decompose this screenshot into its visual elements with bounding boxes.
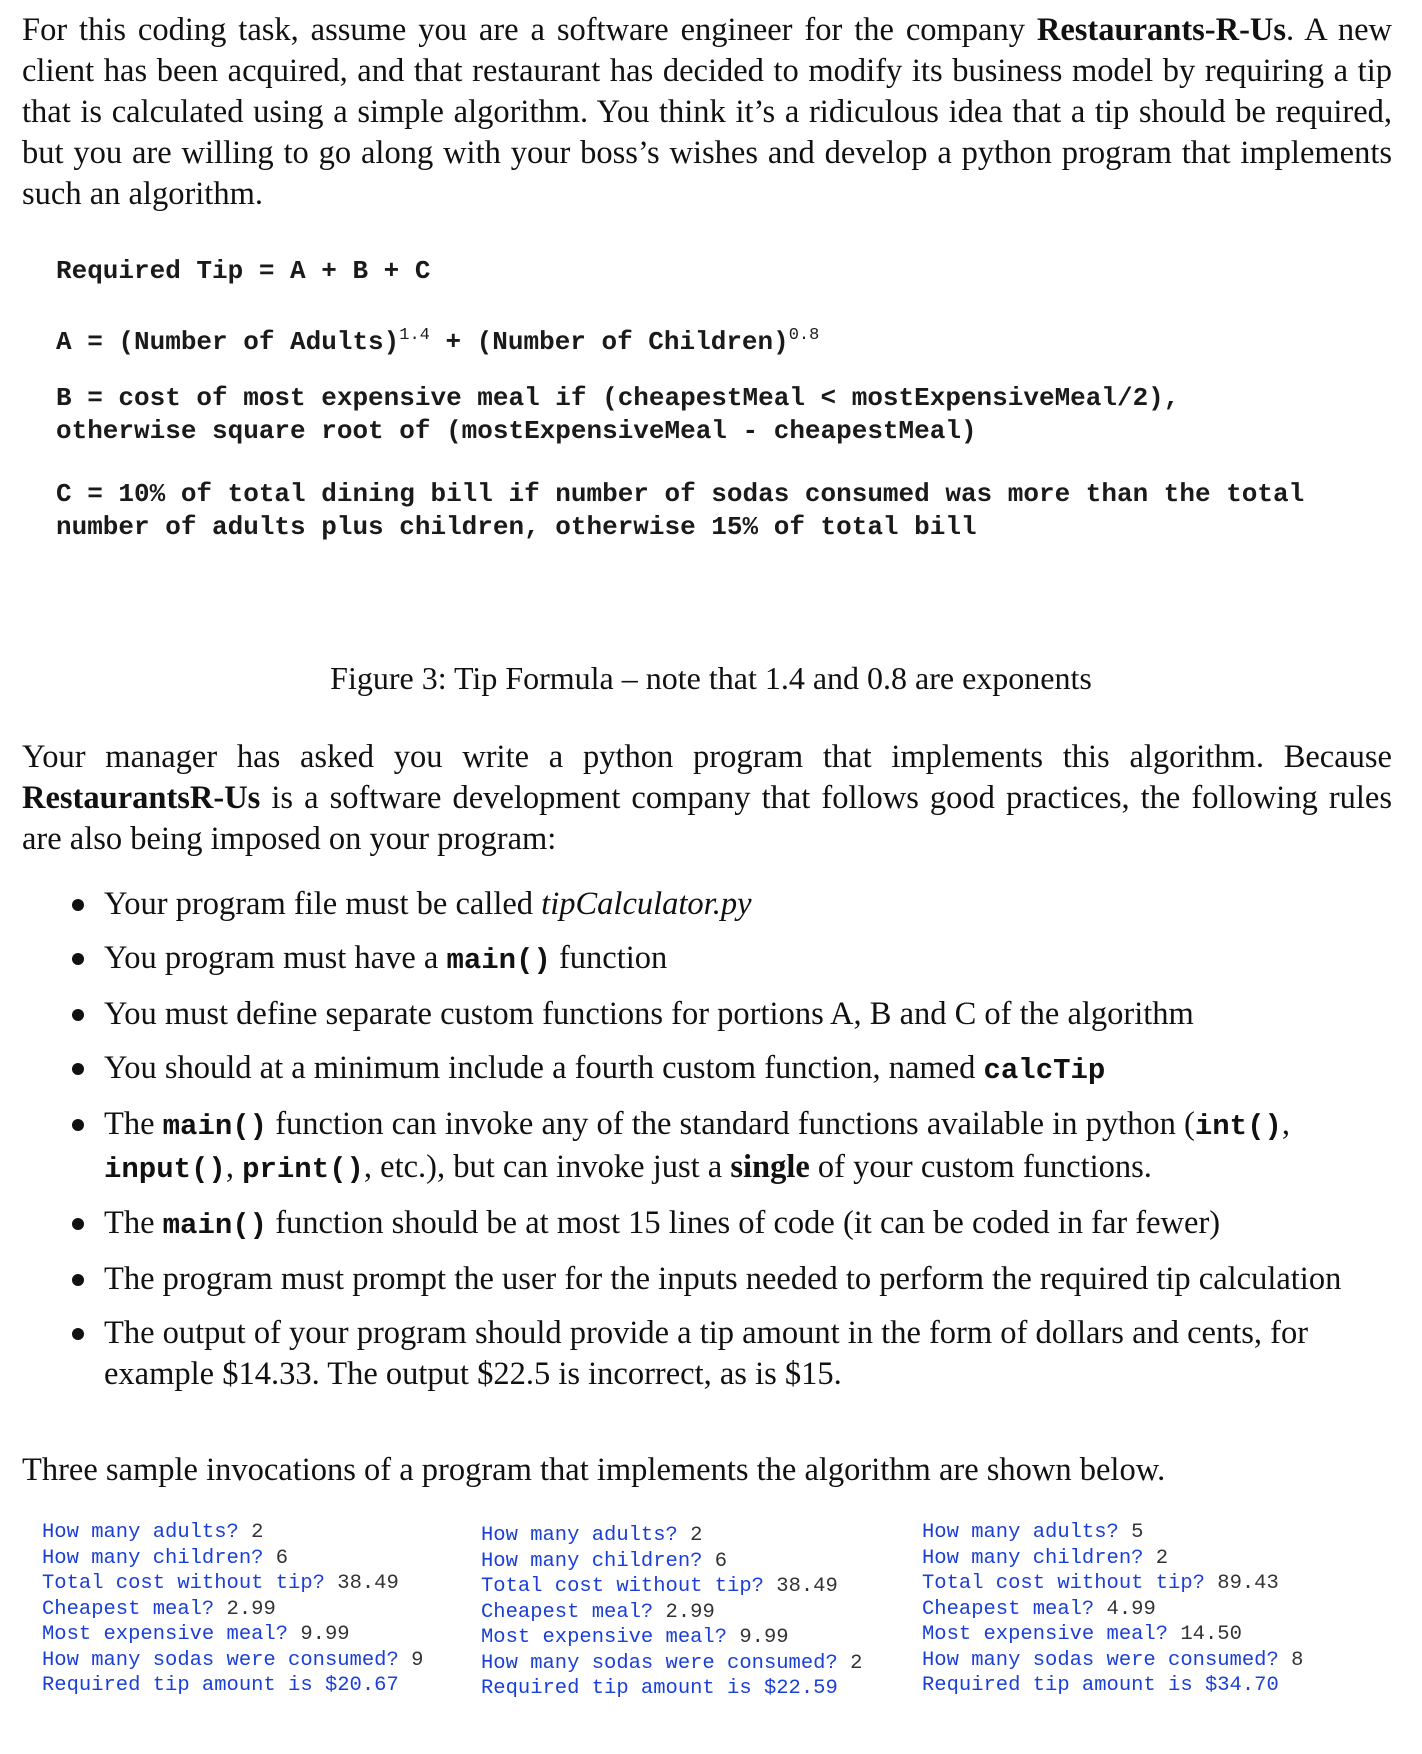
intro-text: For this coding task, assume you are a software engineer for the company [22,12,1037,48]
samples-intro: Three sample invocations of a program that implements the algorithm are shown below. [22,1452,1166,1488]
formula-a: A = (Number of Adults)$^{1.4}$ + (Number of Children)$^{0.8}$ [56,326,820,357]
rule-item: The output of your program should provide a tip amount in the form of dollars and cents, for example $14.33. The output $22.5 is incorrect, as is $15. [56,1313,1392,1395]
rule-item: The main() function should be at most 15 lines of code (it can be coded in far fewer) [56,1203,1392,1246]
bullet-icon [72,1063,84,1075]
intro-text-continued: . A new client has been acquired, and that restaurant has decided to modify its business model by requiring a tip that is calculated using a simple algorithm. You think it’s a ridiculous idea that a tip should be required, but you are willing to go along with your boss’s wishes and develop a python program that implements such an algorithm. [22,12,1393,212]
rule-item: The main() function can invoke any of the standard functions available in python (int(), input(), print(), etc.), but can invoke just a single of your custom functions. [56,1104,1392,1190]
rule-item: Your program file must be called tipCalculator.py [56,884,1392,925]
rule-item: You should at a minimum include a fourth custom function, named calcTip [56,1048,1392,1091]
company-name: Restaurants-R-Us [1036,12,1287,48]
bullet-icon [72,1274,84,1286]
formula-c-line-1: C = 10% of total dining bill if number of sodas consumed was more than the total [56,479,1305,509]
manager-paragraph: Your manager has asked you write a python program that implements this algorithm. Because RestaurantsR-Us is a software development company that follows good practices, the following rules are also being imposed on your program: [22,739,1392,857]
figure-caption: Figure 3: Tip Formula – note that 1.4 and 0.8 are exponents [330,660,1092,696]
rules-list [56,884,1392,1395]
formula-b-line-2: otherwise square root of (mostExpensiveMeal - cheapestMeal) [56,416,977,446]
exponent-children: 0.8 [788,326,820,345]
formula-required-tip: Required Tip = A + B + C [56,256,431,286]
sample-output-1: How many adults? 2 How many children? 6 Total cost without tip? 38.49 Cheapest meal? 2.99 Most expensive meal? 9.99 How many sodas were consumed? 9 Required tip amount is $20.67 [42,1521,424,1697]
bullet-icon [72,1218,84,1230]
exponent-adults: 1.4 [399,326,430,345]
sample-output-3: How many adults? 5 How many children? 2 Total cost without tip? 89.43 Cheapest meal? 4.99 Most expensive meal? 14.50 How many sodas were consumed? 8 Required tip amount is $34.70 [922,1521,1304,1697]
rule-item: You must define separate custom functions for portions A, B and C of the algorithm [56,994,1392,1035]
file-name: tipCalculator.py [541,886,752,922]
bullet-icon [72,899,84,911]
intro-paragraph [22,10,1392,215]
bullet-icon [72,1119,84,1131]
rule-item: The program must prompt the user for the inputs needed to perform the required tip calculation [56,1259,1392,1300]
rule-item: You program must have a main() function [56,938,1392,981]
bullet-icon [72,1009,84,1021]
formula-c-line-2: number of adults plus children, otherwise 15% of total bill [56,512,977,542]
bullet-icon [72,953,84,965]
formula-b-line-1: B = cost of most expensive meal if (cheapestMeal < mostExpensiveMeal/2), [56,383,1180,413]
company-name-2: RestaurantsR-Us [22,780,261,816]
bullet-icon [72,1328,84,1340]
sample-output-2: How many adults? 2 How many children? 6 Total cost without tip? 38.49 Cheapest meal? 2.99 Most expensive meal? 9.99 How many sodas were consumed? 2 Required tip amount is $22.59 [481,1524,863,1700]
